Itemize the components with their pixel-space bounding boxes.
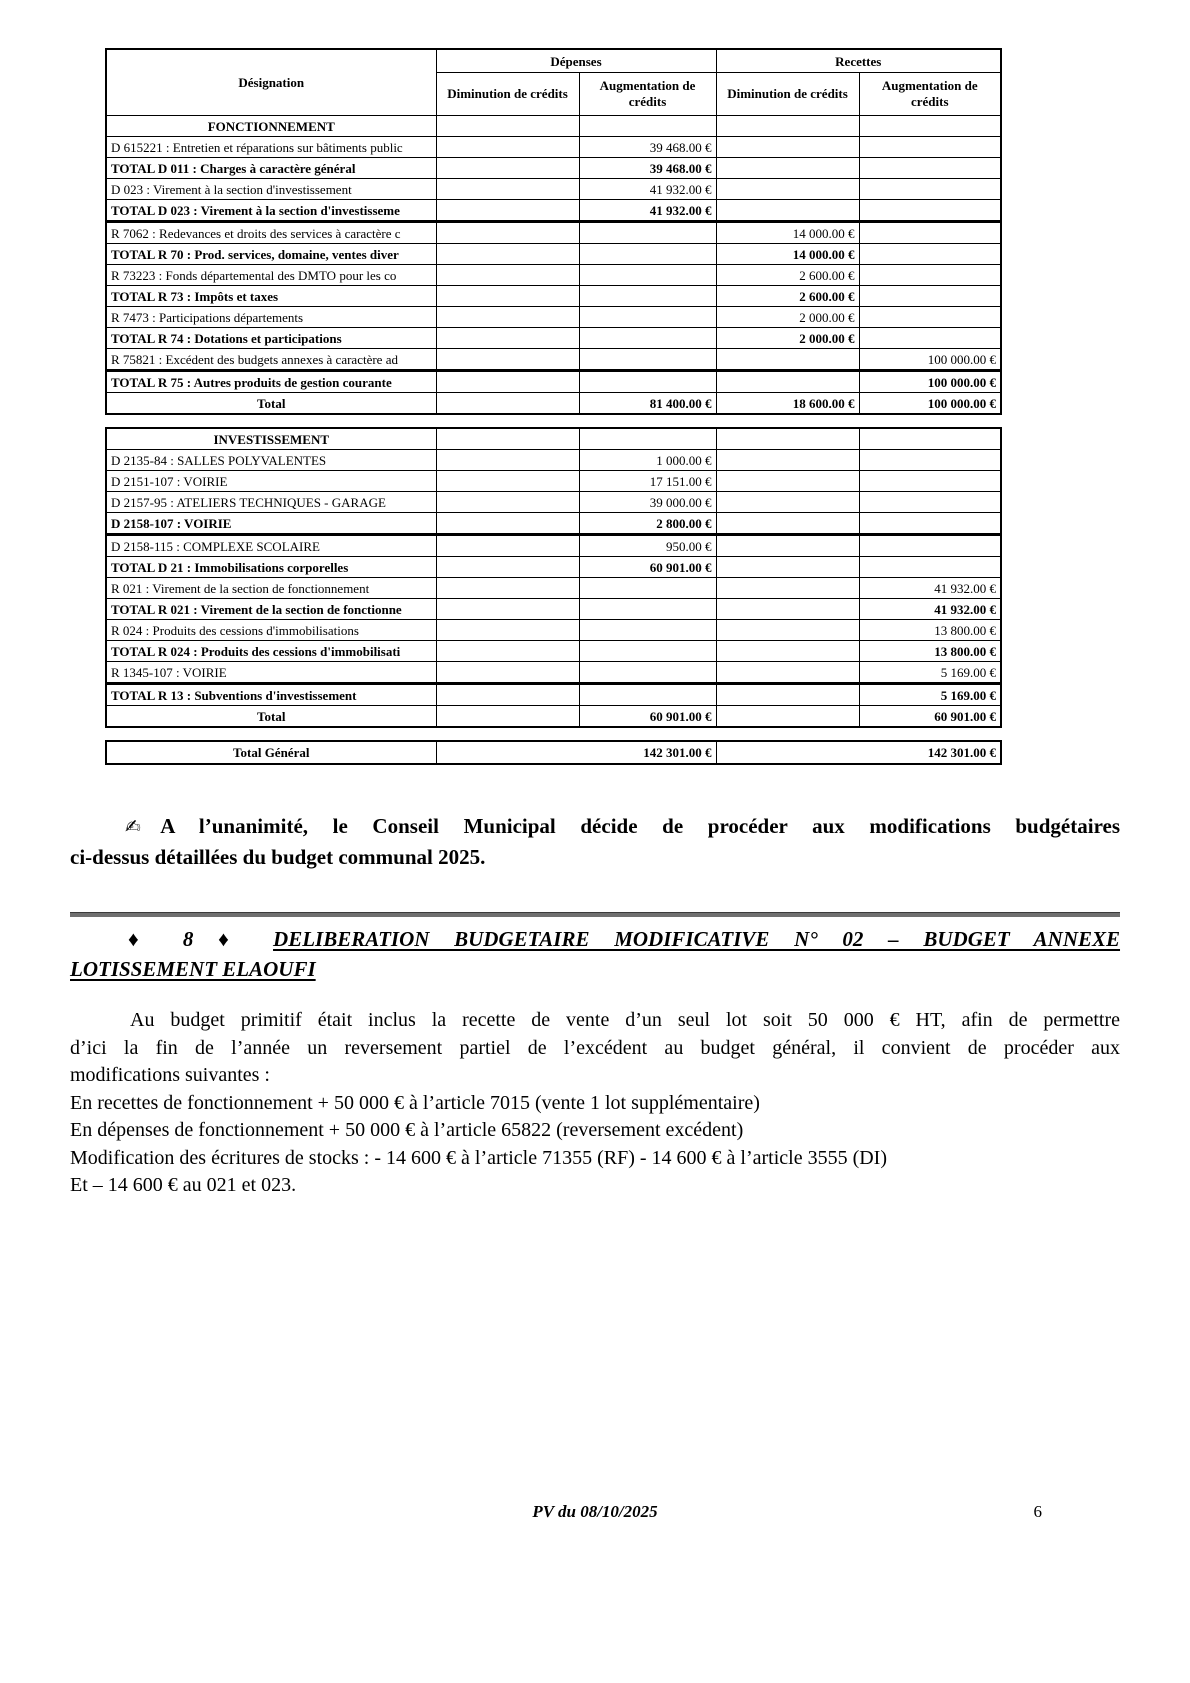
header-row-groups: [106, 49, 1001, 73]
row-value-rec-aug: [859, 179, 1001, 200]
row-label: TOTAL R 73 : Impôts et taxes: [106, 286, 436, 307]
row-value-rec-aug: [859, 265, 1001, 286]
empty-cell: [436, 116, 579, 137]
empty-cell: [436, 428, 579, 450]
table-header: [106, 49, 1001, 116]
col-header-dep-diminution: Diminution de crédits: [436, 73, 579, 116]
row-label: R 024 : Produits des cessions d'immobilisations: [106, 620, 436, 641]
paragraph-line: Modification des écritures de stocks : - 14 600 € à l’article 71355 (RF) - 14 600 € à l’article 3555 (DI): [70, 1146, 888, 1169]
row-value-rec-dim: 2 000.00 €: [716, 307, 859, 328]
section-title: FONCTIONNEMENT: [106, 116, 436, 137]
row-value-dep-aug: [579, 307, 716, 328]
row-value-dep-dim: [436, 662, 579, 684]
row-value-rec-aug: [859, 328, 1001, 349]
table-row: [106, 371, 1001, 393]
row-value-rec-dim: [716, 662, 859, 684]
row-value-rec-aug: 41 932.00 €: [859, 599, 1001, 620]
section-total-rec-dim: 18 600.00 €: [716, 393, 859, 415]
grand-total-table: [105, 740, 1002, 765]
row-value-dep-dim: [436, 179, 579, 200]
row-value-dep-aug: 1 000.00 €: [579, 450, 716, 471]
grand-total-row: [106, 741, 1001, 764]
section-total-dep-dim: [436, 706, 579, 728]
row-label: D 2158-115 : COMPLEXE SCOLAIRE: [106, 535, 436, 557]
section-total-rec-aug: 60 901.00 €: [859, 706, 1001, 728]
row-value-dep-aug: [579, 578, 716, 599]
section-total-label: Total: [106, 706, 436, 728]
row-value-rec-aug: [859, 492, 1001, 513]
col-header-designation: Désignation: [106, 49, 436, 116]
row-value-dep-dim: [436, 513, 579, 535]
row-value-rec-aug: [859, 557, 1001, 578]
row-label: TOTAL D 21 : Immobilisations corporelles: [106, 557, 436, 578]
row-value-dep-aug: 41 932.00 €: [579, 200, 716, 222]
table-row: [106, 179, 1001, 200]
row-value-dep-dim: [436, 286, 579, 307]
table-row: [106, 684, 1001, 706]
row-value-rec-dim: 2 600.00 €: [716, 265, 859, 286]
table-row: [106, 513, 1001, 535]
heading-number: ♦ 8 ♦: [128, 927, 249, 951]
paragraph-line: Et – 14 600 € au 021 et 023.: [70, 1174, 297, 1196]
row-value-rec-aug: [859, 137, 1001, 158]
row-value-rec-aug: [859, 286, 1001, 307]
row-value-dep-aug: [579, 641, 716, 662]
grand-total-depenses: 142 301.00 €: [436, 741, 716, 764]
table-row: [106, 492, 1001, 513]
row-value-rec-dim: [716, 450, 859, 471]
section-header-row: [106, 116, 1001, 137]
deliberation-heading: [70, 924, 1120, 984]
table-row: [106, 265, 1001, 286]
row-value-rec-dim: [716, 620, 859, 641]
table-row: [106, 535, 1001, 557]
row-value-dep-aug: 17 151.00 €: [579, 471, 716, 492]
row-value-dep-dim: [436, 620, 579, 641]
empty-cell: [716, 116, 859, 137]
row-label: D 023 : Virement à la section d'investissement: [106, 179, 436, 200]
row-value-rec-aug: [859, 450, 1001, 471]
row-value-dep-dim: [436, 371, 579, 393]
row-value-dep-aug: [579, 328, 716, 349]
table-row: [106, 578, 1001, 599]
table-gap: [105, 415, 1190, 427]
budget-tables: [105, 0, 1190, 765]
budget-annexe-paragraph: [70, 1007, 1120, 1200]
row-value-rec-aug: 41 932.00 €: [859, 578, 1001, 599]
row-value-rec-aug: [859, 471, 1001, 492]
row-value-dep-aug: [579, 371, 716, 393]
col-header-dep-augmentation: Augmentation de crédits: [579, 73, 716, 116]
row-value-dep-dim: [436, 471, 579, 492]
section-fonctionnement: [106, 116, 1001, 415]
row-value-rec-aug: 100 000.00 €: [859, 371, 1001, 393]
row-value-rec-dim: 2 000.00 €: [716, 328, 859, 349]
row-value-dep-aug: 2 800.00 €: [579, 513, 716, 535]
row-value-rec-dim: [716, 349, 859, 371]
table-row: [106, 557, 1001, 578]
col-header-rec-augmentation: Augmentation de crédits: [859, 73, 1001, 116]
table-row: [106, 307, 1001, 328]
row-value-dep-dim: [436, 557, 579, 578]
row-value-dep-aug: [579, 222, 716, 244]
row-value-dep-dim: [436, 349, 579, 371]
row-value-rec-aug: 13 800.00 €: [859, 620, 1001, 641]
col-header-depenses: Dépenses: [436, 49, 716, 73]
row-value-rec-aug: 5 169.00 €: [859, 662, 1001, 684]
row-value-rec-dim: [716, 200, 859, 222]
budget-table-investissement: [105, 427, 1002, 728]
grand-total-recettes: 142 301.00 €: [716, 741, 1001, 764]
row-value-rec-dim: [716, 492, 859, 513]
row-label: R 021 : Virement de la section de fonctionnement: [106, 578, 436, 599]
row-value-dep-aug: [579, 599, 716, 620]
heading-title-1: DELIBERATION BUDGETAIRE MODIFICATIVE N° 02 – BUDGET ANNEXE: [273, 927, 1121, 951]
row-value-dep-dim: [436, 137, 579, 158]
row-label: TOTAL R 13 : Subventions d'investissement: [106, 684, 436, 706]
row-value-rec-dim: [716, 513, 859, 535]
table-row: [106, 158, 1001, 179]
heading-title-2: LOTISSEMENT ELAOUFI: [70, 957, 316, 981]
row-value-rec-dim: [716, 371, 859, 393]
paragraph-line: En recettes de fonctionnement + 50 000 € à l’article 7015 (vente 1 lot supplémentaire): [70, 1091, 760, 1114]
writing-hand-icon: ✍: [125, 816, 161, 838]
decision-line-2: ci-dessus détaillées du budget communal 2025.: [70, 845, 486, 869]
row-value-rec-dim: [716, 535, 859, 557]
table-row: [106, 200, 1001, 222]
row-value-rec-dim: [716, 557, 859, 578]
row-value-rec-dim: [716, 578, 859, 599]
paragraph-line: En dépenses de fonctionnement + 50 000 € à l’article 65822 (reversement excédent): [70, 1119, 744, 1141]
section-total-dep-aug: 81 400.00 €: [579, 393, 716, 415]
row-value-dep-aug: [579, 662, 716, 684]
table-gap: [105, 728, 1190, 740]
empty-cell: [579, 428, 716, 450]
row-value-rec-aug: 5 169.00 €: [859, 684, 1001, 706]
row-value-rec-dim: [716, 137, 859, 158]
table-row: [106, 328, 1001, 349]
table-row: [106, 244, 1001, 265]
row-value-dep-dim: [436, 307, 579, 328]
section-total-row: [106, 706, 1001, 728]
row-value-dep-aug: 39 468.00 €: [579, 158, 716, 179]
section-total-dep-dim: [436, 393, 579, 415]
row-value-dep-dim: [436, 222, 579, 244]
row-label: TOTAL R 024 : Produits des cessions d'immobilisati: [106, 641, 436, 662]
table-row: [106, 599, 1001, 620]
row-value-dep-dim: [436, 684, 579, 706]
row-label: D 2157-95 : ATELIERS TECHNIQUES - GARAGE: [106, 492, 436, 513]
section-investissement: [106, 428, 1001, 727]
heading-line-1: [70, 924, 1120, 954]
table-row: [106, 349, 1001, 371]
row-value-dep-dim: [436, 450, 579, 471]
row-value-rec-aug: [859, 200, 1001, 222]
row-value-rec-dim: [716, 684, 859, 706]
row-label: TOTAL D 023 : Virement à la section d'investisseme: [106, 200, 436, 222]
row-value-dep-aug: [579, 265, 716, 286]
table-row: [106, 471, 1001, 492]
section-total-row: [106, 393, 1001, 415]
footer: [0, 1502, 1190, 1522]
row-value-dep-dim: [436, 328, 579, 349]
empty-cell: [859, 116, 1001, 137]
col-header-recettes: Recettes: [716, 49, 1001, 73]
row-label: TOTAL D 011 : Charges à caractère général: [106, 158, 436, 179]
empty-cell: [579, 116, 716, 137]
row-value-dep-aug: 39 468.00 €: [579, 137, 716, 158]
empty-cell: [859, 428, 1001, 450]
col-header-rec-diminution: Diminution de crédits: [716, 73, 859, 116]
table-row: [106, 641, 1001, 662]
decision-line-1: [70, 811, 1120, 842]
budget-table-fonctionnement: [105, 48, 1002, 415]
footer-title: PV du 08/10/2025: [532, 1502, 658, 1521]
row-value-dep-aug: [579, 684, 716, 706]
row-value-rec-dim: [716, 471, 859, 492]
section-total-rec-dim: [716, 706, 859, 728]
row-label: D 615221 : Entretien et réparations sur bâtiments public: [106, 137, 436, 158]
row-label: TOTAL R 70 : Prod. services, domaine, ventes diver: [106, 244, 436, 265]
row-label: TOTAL R 021 : Virement de la section de fonctionne: [106, 599, 436, 620]
row-value-rec-aug: 13 800.00 €: [859, 641, 1001, 662]
row-label: R 7473 : Participations départements: [106, 307, 436, 328]
section-header-row: [106, 428, 1001, 450]
row-label: R 7062 : Redevances et droits des services à caractère c: [106, 222, 436, 244]
heading-line-2: [70, 954, 1120, 984]
row-value-dep-dim: [436, 535, 579, 557]
row-value-dep-aug: [579, 620, 716, 641]
row-value-dep-aug: [579, 286, 716, 307]
row-value-dep-aug: [579, 349, 716, 371]
paragraph-line: modifications suivantes :: [70, 1064, 270, 1086]
row-value-rec-dim: 14 000.00 €: [716, 222, 859, 244]
row-label: TOTAL R 74 : Dotations et participations: [106, 328, 436, 349]
decision-text-1: A l’unanimité, le Conseil Municipal décide de procéder aux modifications budgétaires: [160, 814, 1120, 838]
row-label: D 2151-107 : VOIRIE: [106, 471, 436, 492]
row-value-rec-aug: [859, 158, 1001, 179]
row-label: R 1345-107 : VOIRIE: [106, 662, 436, 684]
table-row: [106, 286, 1001, 307]
row-label: TOTAL R 75 : Autres produits de gestion courante: [106, 371, 436, 393]
row-value-rec-aug: [859, 535, 1001, 557]
section-title: INVESTISSEMENT: [106, 428, 436, 450]
row-value-dep-dim: [436, 492, 579, 513]
table-row: [106, 620, 1001, 641]
row-value-rec-aug: 100 000.00 €: [859, 349, 1001, 371]
row-value-dep-dim: [436, 158, 579, 179]
row-value-dep-aug: 60 901.00 €: [579, 557, 716, 578]
row-value-rec-dim: [716, 179, 859, 200]
row-value-rec-dim: 14 000.00 €: [716, 244, 859, 265]
section-divider: [70, 912, 1120, 917]
row-value-rec-dim: 2 600.00 €: [716, 286, 859, 307]
row-value-dep-aug: 39 000.00 €: [579, 492, 716, 513]
table-row: [106, 450, 1001, 471]
grand-total-label: Total Général: [106, 741, 436, 764]
row-label: D 2158-107 : VOIRIE: [106, 513, 436, 535]
row-label: R 73223 : Fonds départemental des DMTO pour les co: [106, 265, 436, 286]
row-value-rec-dim: [716, 641, 859, 662]
paragraph-line: Au budget primitif était inclus la recette de vente d’un seul lot soit 50 000 € HT, afin de permettre: [130, 1009, 1120, 1031]
row-label: D 2135-84 : SALLES POLYVALENTES: [106, 450, 436, 471]
page-number: 6: [1033, 1502, 1042, 1521]
empty-cell: [716, 428, 859, 450]
table-row: [106, 137, 1001, 158]
row-value-dep-dim: [436, 578, 579, 599]
table-row: [106, 222, 1001, 244]
row-value-rec-dim: [716, 599, 859, 620]
row-label: R 75821 : Excédent des budgets annexes à caractère ad: [106, 349, 436, 371]
row-value-dep-aug: 950.00 €: [579, 535, 716, 557]
row-value-dep-dim: [436, 200, 579, 222]
row-value-rec-dim: [716, 158, 859, 179]
paragraph-line: d’ici la fin de l’année un reversement partiel de l’excédent au budget général, il convient de procéder aux: [70, 1036, 1120, 1059]
row-value-dep-dim: [436, 265, 579, 286]
section-total-rec-aug: 100 000.00 €: [859, 393, 1001, 415]
row-value-rec-aug: [859, 222, 1001, 244]
row-value-dep-dim: [436, 641, 579, 662]
decision-paragraph: [70, 811, 1120, 872]
section-total-dep-aug: 60 901.00 €: [579, 706, 716, 728]
section-total-label: Total: [106, 393, 436, 415]
row-value-rec-aug: [859, 307, 1001, 328]
row-value-dep-dim: [436, 599, 579, 620]
row-value-rec-aug: [859, 244, 1001, 265]
row-value-dep-aug: [579, 244, 716, 265]
row-value-rec-aug: [859, 513, 1001, 535]
row-value-dep-aug: 41 932.00 €: [579, 179, 716, 200]
row-value-dep-dim: [436, 244, 579, 265]
table-row: [106, 662, 1001, 684]
